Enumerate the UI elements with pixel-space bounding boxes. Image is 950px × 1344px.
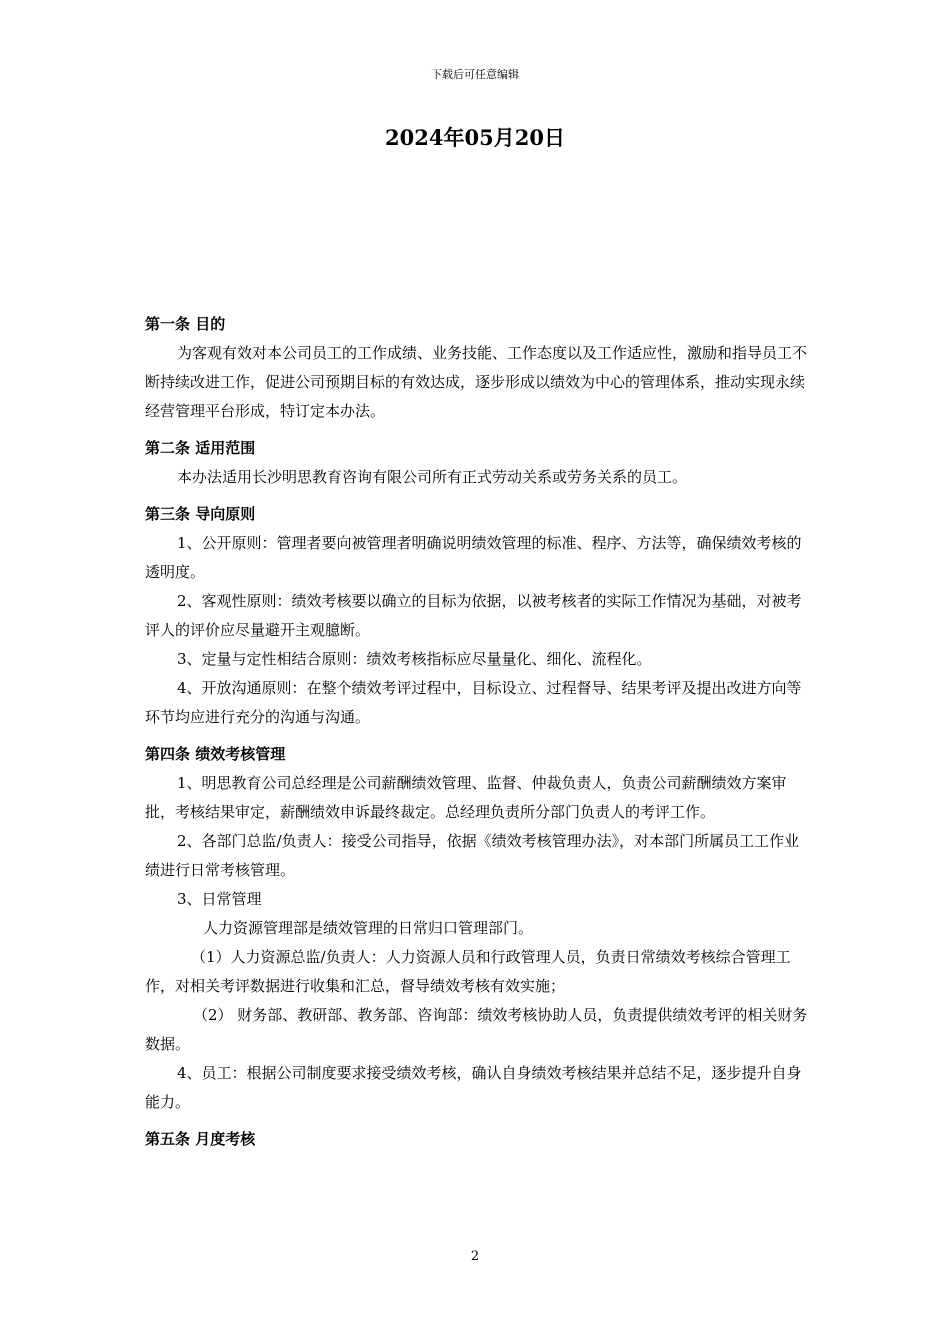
paragraph: 1、公开原则：管理者要向被管理者明确说明绩效管理的标准、程序、方法等，确保绩效考核的透明度。 bbox=[145, 534, 802, 581]
paragraph: 4、开放沟通原则：在整个绩效考评过程中，目标设立、过程督导、结果考评及提出改进方向等环节均应进行充分的沟通与沟通。 bbox=[145, 679, 802, 726]
section-monthly-review bbox=[145, 1125, 813, 1154]
paragraph: 人力资源管理部是绩效管理的日常归口管理部门。 bbox=[203, 919, 534, 937]
section-principles bbox=[145, 500, 813, 732]
paragraph: （1）人力资源总监/负责人：人力资源人员和行政管理人员，负责日常绩效考核综合管理工作，对相关考评数据进行收集和汇总，督导绩效考核有效实施； bbox=[145, 948, 791, 995]
paragraph: 2、各部门总监/负责人：接受公司指导，依据《绩效考核管理办法》，对本部门所属员工工作业绩进行日常考核管理。 bbox=[145, 832, 800, 879]
section-heading: 第四条 绩效考核管理 bbox=[145, 745, 286, 763]
paragraph: 3、日常管理 bbox=[177, 890, 262, 908]
section-management bbox=[145, 740, 813, 1117]
paragraph: 3、定量与定性相结合原则：绩效考核指标应尽量量化、细化、流程化。 bbox=[177, 650, 652, 668]
paragraph: 1、明思教育公司总经理是公司薪酬绩效管理、监督、仲裁负责人，负责公司薪酬绩效方案审批，考核结果审定，薪酬绩效申诉最终裁定。总经理负责所分部门负责人的考评工作。 bbox=[145, 774, 787, 821]
paragraph: 本办法适用长沙明思教育咨询有限公司所有正式劳动关系或劳务关系的员工。 bbox=[177, 468, 688, 486]
paragraph: 2、客观性原则：绩效考核要以确立的目标为依据，以被考核者的实际工作情况为基础，对被考评人的评价应尽量避开主观臆断。 bbox=[145, 592, 802, 639]
section-heading: 第三条 导向原则 bbox=[145, 505, 256, 523]
document-date-title: 2024年05月20日 bbox=[385, 125, 565, 150]
section-scope bbox=[145, 434, 813, 492]
section-heading: 第一条 目的 bbox=[145, 315, 226, 333]
document-body bbox=[145, 310, 813, 1162]
header-note: 下载后可任意编辑 bbox=[431, 68, 519, 81]
section-purpose bbox=[145, 310, 813, 426]
section-heading: 第五条 月度考核 bbox=[145, 1130, 256, 1148]
paragraph: 为客观有效对本公司员工的工作成绩、业务技能、工作态度以及工作适应性，激励和指导员工不断持续改进工作，促进公司预期目标的有效达成，逐步形成以绩效为中心的管理体系，推动实现永续经营管理平台形成，特订定本办法。 bbox=[145, 344, 808, 420]
section-heading: 第二条 适用范围 bbox=[145, 439, 256, 457]
page-number: 2 bbox=[470, 1249, 480, 1264]
paragraph: （2） 财务部、教研部、教务部、咨询部：绩效考核协助人员，负责提供绩效考评的相关财务数据。 bbox=[145, 1006, 808, 1053]
paragraph: 4、员工：根据公司制度要求接受绩效考核，确认自身绩效考核结果并总结不足，逐步提升自身能力。 bbox=[145, 1064, 802, 1111]
